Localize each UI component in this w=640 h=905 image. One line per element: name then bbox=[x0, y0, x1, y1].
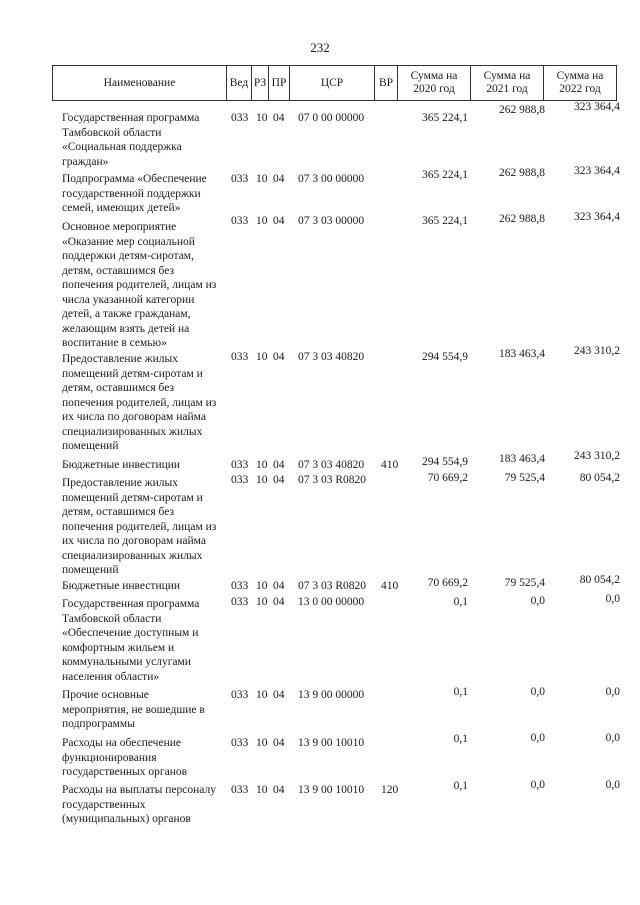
row-sum-2020: 365 224,1 bbox=[422, 112, 468, 124]
row-sum-2020: 0,1 bbox=[453, 686, 468, 698]
row-pr: 04 bbox=[273, 215, 285, 227]
header-vr: ВР bbox=[378, 76, 394, 89]
row-csr: 07 0 00 00000 bbox=[298, 112, 365, 124]
row-rz: 10 bbox=[256, 173, 268, 185]
row-vr: 410 bbox=[381, 580, 399, 592]
row-ved: 033 bbox=[231, 112, 249, 124]
row-sum-2022: 0,0 bbox=[605, 779, 620, 791]
row-pr: 04 bbox=[273, 580, 285, 592]
table-header bbox=[52, 65, 617, 101]
row-sum-2022: 323 364,4 bbox=[574, 211, 620, 223]
row-name: Государственная программа Тамбовской области «Обеспечение доступным и комфортным жильем и коммунальными услугами населения области» bbox=[62, 598, 200, 683]
row-name: Основное мероприятие «Оказание мер социальной поддержки детям-сиротам, детям, оставшимся без попечения родителей, лицам из числа указанной категории детей, а также гражданам, желающим взять детей на воспитание в семью» bbox=[62, 221, 217, 349]
row-name: Расходы на обеспечение функционирования государственных органов bbox=[62, 737, 188, 778]
row-name: Предоставление жилых помещений детям-сиротам и детям, оставшимся без попечения родителей, лицам из их числа по договорам найма специализированных жилых помещений bbox=[62, 353, 217, 452]
row-rz: 10 bbox=[256, 737, 268, 749]
row-name: Государственная программа Тамбовской области «Социальная поддержка граждан» bbox=[62, 112, 200, 168]
row-sum-2021: 0,0 bbox=[530, 595, 545, 607]
row-sum-2020: 0,1 bbox=[453, 780, 468, 792]
row-sum-2022: 0,0 bbox=[605, 593, 620, 605]
row-csr: 13 0 00 00000 bbox=[298, 596, 365, 608]
row-ved: 033 bbox=[231, 596, 249, 608]
header-csr: ЦСР bbox=[320, 76, 344, 89]
row-sum-2022: 243 310,2 bbox=[574, 345, 620, 357]
row-rz: 10 bbox=[256, 459, 268, 471]
row-rz: 10 bbox=[256, 784, 268, 796]
header-ved: Вед bbox=[229, 76, 249, 89]
row-csr: 07 3 03 40820 bbox=[298, 459, 365, 471]
row-rz: 10 bbox=[256, 596, 268, 608]
row-name: Предоставление жилых помещений детям-сиротам и детям, оставшимся без попечения родителей, лицам из их числа по договорам найма специализированных жилых помещений bbox=[62, 477, 217, 576]
row-pr: 04 bbox=[273, 737, 285, 749]
row-vr: 410 bbox=[381, 459, 399, 471]
row-vr: 120 bbox=[381, 784, 399, 796]
row-pr: 04 bbox=[273, 112, 285, 124]
row-sum-2022: 323 364,4 bbox=[574, 165, 620, 177]
header-rz: РЗ bbox=[253, 76, 267, 89]
row-sum-2021: 183 463,4 bbox=[499, 348, 545, 360]
row-sum-2021: 262 988,8 bbox=[499, 167, 545, 179]
row-sum-2021: 262 988,8 bbox=[499, 213, 545, 225]
row-csr: 13 9 00 10010 bbox=[298, 737, 365, 749]
row-name: Расходы на выплаты персоналу государственных (муниципальных) органов bbox=[62, 784, 216, 825]
row-ved: 033 bbox=[231, 173, 249, 185]
header-pr: ПР bbox=[271, 76, 287, 89]
page-number: 232 bbox=[310, 40, 330, 55]
row-sum-2020: 70 669,2 bbox=[427, 472, 468, 484]
row-ved: 033 bbox=[231, 215, 249, 227]
row-ved: 033 bbox=[231, 737, 249, 749]
row-pr: 04 bbox=[273, 351, 285, 363]
row-sum-2022: 80 054,2 bbox=[579, 472, 620, 484]
row-sum-2022: 243 310,2 bbox=[574, 450, 620, 462]
row-sum-2022: 323 364,4 bbox=[574, 101, 620, 113]
row-ved: 033 bbox=[231, 351, 249, 363]
row-pr: 04 bbox=[273, 173, 285, 185]
row-ved: 033 bbox=[231, 580, 249, 592]
row-sum-2021: 0,0 bbox=[530, 686, 545, 698]
row-csr: 13 9 00 10010 bbox=[298, 784, 365, 796]
row-ved: 033 bbox=[231, 474, 249, 486]
row-sum-2021: 0,0 bbox=[530, 732, 545, 744]
header-sum-2022: Сумма на 2022 год bbox=[556, 70, 604, 95]
row-csr: 07 3 03 00000 bbox=[298, 215, 365, 227]
row-sum-2022: 0,0 bbox=[605, 732, 620, 744]
row-pr: 04 bbox=[273, 784, 285, 796]
row-rz: 10 bbox=[256, 215, 268, 227]
row-sum-2021: 262 988,8 bbox=[499, 104, 545, 116]
row-ved: 033 bbox=[231, 689, 249, 701]
header-name: Наименование bbox=[103, 76, 176, 89]
row-sum-2021: 0,0 bbox=[530, 779, 545, 791]
row-name: Прочие основные мероприятия, не вошедшие в подпрограммы bbox=[62, 689, 205, 730]
row-sum-2020: 365 224,1 bbox=[422, 215, 468, 227]
row-sum-2020: 294 554,9 bbox=[422, 351, 468, 363]
row-csr: 07 3 03 R0820 bbox=[298, 580, 367, 592]
row-pr: 04 bbox=[273, 474, 285, 486]
row-rz: 10 bbox=[256, 112, 268, 124]
header-sum-2021: Сумма на 2021 год bbox=[483, 70, 531, 95]
row-rz: 10 bbox=[256, 474, 268, 486]
row-pr: 04 bbox=[273, 689, 285, 701]
row-csr: 07 3 03 R0820 bbox=[298, 474, 367, 486]
row-sum-2021: 79 525,4 bbox=[504, 472, 545, 484]
row-rz: 10 bbox=[256, 580, 268, 592]
row-ved: 033 bbox=[231, 784, 249, 796]
row-rz: 10 bbox=[256, 689, 268, 701]
row-name: Бюджетные инвестиции bbox=[62, 459, 181, 471]
row-sum-2022: 0,0 bbox=[605, 686, 620, 698]
row-sum-2020: 365 224,1 bbox=[422, 169, 468, 181]
row-sum-2021: 79 525,4 bbox=[504, 577, 545, 589]
row-ved: 033 bbox=[231, 459, 249, 471]
row-rz: 10 bbox=[256, 351, 268, 363]
row-sum-2022: 80 054,2 bbox=[579, 574, 620, 586]
row-pr: 04 bbox=[273, 596, 285, 608]
row-name: Подпрограмма «Обеспечение государственной поддержки семей, имеющих детей» bbox=[62, 173, 207, 214]
row-csr: 07 3 03 40820 bbox=[298, 351, 365, 363]
row-csr: 07 3 00 00000 bbox=[298, 173, 365, 185]
row-sum-2020: 0,1 bbox=[453, 733, 468, 745]
row-pr: 04 bbox=[273, 459, 285, 471]
row-sum-2020: 70 669,2 bbox=[427, 577, 468, 589]
header-sum-2020: Сумма на 2020 год bbox=[410, 70, 458, 95]
row-sum-2020: 0,1 bbox=[453, 596, 468, 608]
row-sum-2020: 294 554,9 bbox=[422, 456, 468, 468]
row-sum-2021: 183 463,4 bbox=[499, 453, 545, 465]
row-name: Бюджетные инвестиции bbox=[62, 580, 181, 592]
row-csr: 13 9 00 00000 bbox=[298, 689, 365, 701]
